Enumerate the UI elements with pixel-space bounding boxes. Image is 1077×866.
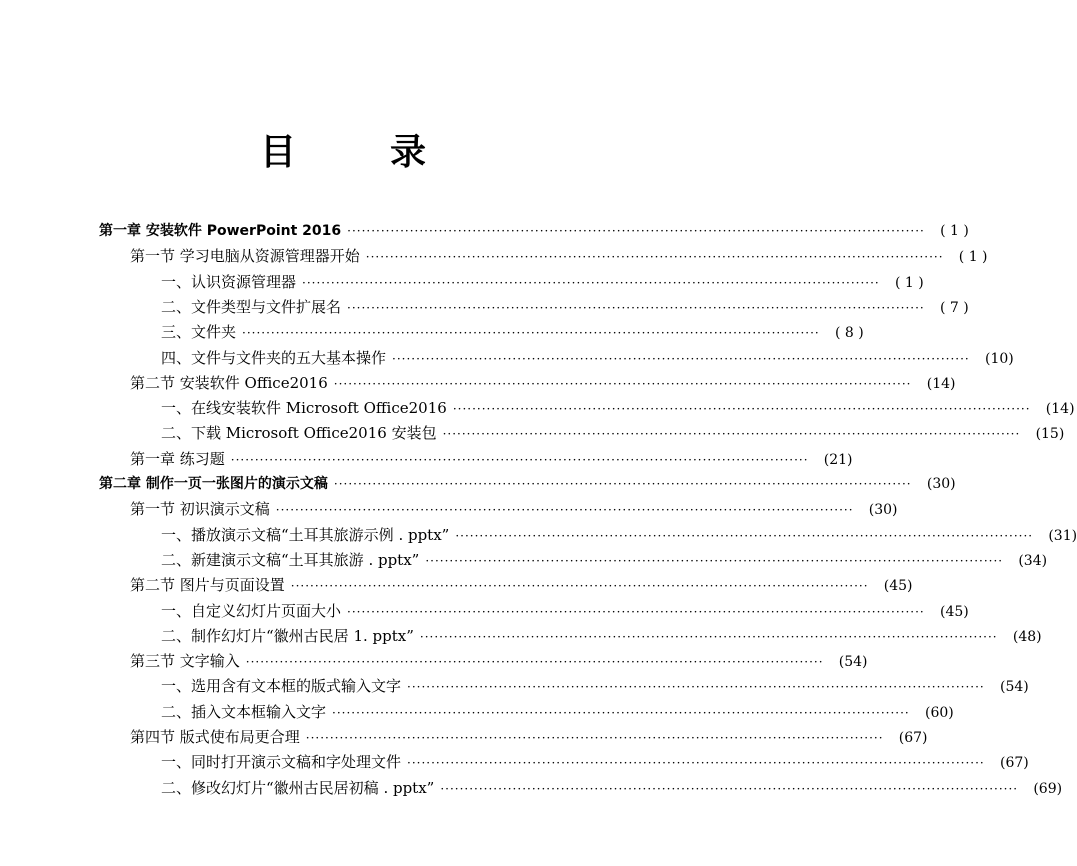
toc-entry-label: 一、播放演示文稿“土耳其旅游示例 . pptx” (161, 525, 450, 544)
toc-entry-label: 第四节 版式使布局更合理 (130, 728, 300, 746)
toc-entry (130, 649, 868, 674)
toc-entry (161, 776, 1063, 801)
toc-entry-page: ( 8 ) (835, 325, 864, 342)
toc-leader-dots: ························································································································ (407, 756, 985, 771)
page-title (0, 124, 690, 175)
toc-leader-dots: ························································································································ (333, 376, 912, 391)
toc-entry-page: (67) (898, 730, 928, 746)
toc-leader-dots: ························································································································ (290, 579, 869, 594)
toc-entry-label: 一、认识资源管理器 (161, 272, 297, 291)
toc-entry-label: 第一章 练习题 (130, 449, 225, 468)
toc-leader-dots: ························································································································ (347, 224, 925, 238)
toc-entry (130, 447, 853, 472)
toc-entry-page: (14) (1045, 401, 1075, 418)
toc-entry-page: (45) (940, 603, 969, 620)
toc-entry (161, 421, 1065, 446)
toc-entry (161, 523, 1077, 548)
toc-leader-dots: ························································································································ (365, 250, 944, 265)
toc-leader-dots: ························································································································ (305, 731, 884, 745)
toc-entry (99, 472, 956, 497)
toc-leader-dots: ························································································································ (333, 477, 912, 491)
toc-entry-page: ( 1 ) (940, 223, 969, 239)
toc-leader-dots: ························································································································ (442, 427, 1021, 442)
toc-leader-dots: ························································································································ (392, 351, 970, 366)
toc-leader-dots: ························································································································ (452, 402, 1031, 417)
toc-entry-label: 一、自定义幻灯片页面大小 (161, 601, 342, 620)
toc-leader-dots: ························································································································ (332, 705, 910, 720)
toc-leader-dots: ························································································································ (455, 528, 1034, 543)
toc-entry-page: ( 1 ) (958, 249, 988, 266)
toc-entry-label: 二、修改幻灯片“徽州古民居初稿 . pptx” (161, 778, 435, 797)
toc-entry-page: (30) (926, 476, 956, 492)
toc-entry-label: 二、下载 Microsoft Office2016 安装包 (161, 424, 437, 443)
toc-leader-dots: ························································································································ (440, 781, 1019, 796)
toc-leader-dots: ························································································································ (347, 300, 925, 315)
toc-leader-dots: ························································································································ (275, 503, 854, 518)
toc-entry-label: 二、插入文本框输入文字 (161, 702, 327, 721)
toc-entry (130, 497, 898, 522)
toc-entry-page: (45) (883, 578, 913, 595)
toc-entry (161, 346, 1014, 371)
toc-entry-label: 一、在线安装软件 Microsoft Office2016 (161, 399, 447, 418)
toc-entry (161, 396, 1075, 421)
toc-entry-page: (69) (1033, 780, 1063, 797)
toc-entry-label: 二、文件类型与文件扩展名 (161, 297, 342, 316)
toc-entry-label: 第二章 制作一页一张图片的演示文稿 (99, 476, 328, 492)
toc-leader-dots: ························································································································ (407, 680, 985, 695)
toc-entry (161, 700, 954, 725)
toc-entry-label: 第一节 学习电脑从资源管理器开始 (130, 247, 360, 266)
toc-entry-page: (34) (1018, 552, 1048, 569)
toc-entry-page: (54) (838, 654, 868, 671)
toc-entry (161, 270, 924, 295)
toc-entry-label: 三、文件夹 (161, 323, 237, 342)
toc-entry (130, 573, 913, 598)
toc-entry-page: (14) (926, 375, 956, 392)
toc-entry-page: (30) (868, 502, 898, 519)
toc-entry-label: 一、同时打开演示文稿和字处理文件 (161, 753, 402, 772)
toc-entry-page: (21) (823, 451, 853, 468)
toc-entry-page: (60) (925, 704, 954, 721)
toc-entry-label: 第一章 安装软件 PowerPoint 2016 (99, 223, 342, 239)
toc-entry (161, 548, 1048, 573)
title-char-2: 录 (390, 131, 431, 173)
toc-entry (130, 244, 988, 269)
toc-entry-label: 二、制作幻灯片“徽州古民居 1. pptx” (161, 626, 414, 645)
toc-entry-label: 第二节 图片与页面设置 (130, 576, 285, 595)
toc-entry-page: (54) (1000, 679, 1029, 696)
toc-entry-page: ( 1 ) (895, 274, 924, 291)
toc-entry-page: (31) (1048, 527, 1077, 544)
toc-entry-label: 第一节 初识演示文稿 (130, 500, 270, 519)
title-char-1: 目 (259, 131, 300, 173)
toc-entry (161, 624, 1042, 649)
toc-leader-dots: ························································································································ (419, 629, 998, 644)
toc-leader-dots: ························································································································ (425, 553, 1004, 568)
toc-leader-dots: ························································································································ (245, 655, 824, 670)
toc-entry-label: 一、选用含有文本框的版式输入文字 (161, 677, 402, 696)
toc-entry (161, 674, 1029, 699)
toc-leader-dots: ························································································································ (302, 275, 880, 290)
toc-entry-page: (15) (1035, 426, 1065, 443)
toc-entry (161, 320, 864, 345)
toc-entry-page: ( 7 ) (940, 299, 969, 316)
toc-entry (130, 725, 928, 750)
toc-entry-label: 二、新建演示文稿“土耳其旅游 . pptx” (161, 550, 420, 569)
toc-entry-label: 第二节 安装软件 Office2016 (130, 373, 328, 392)
toc-entry (99, 219, 969, 244)
toc-entry (130, 371, 956, 396)
toc-entry-label: 第三节 文字输入 (130, 652, 240, 671)
toc-entry (161, 599, 969, 624)
toc-entry-page: (48) (1012, 628, 1042, 645)
toc-entry (161, 295, 969, 320)
toc-entry (161, 750, 1029, 775)
toc-leader-dots: ························································································································ (242, 326, 820, 341)
toc-leader-dots: ························································································································ (347, 604, 925, 619)
toc-entry-label: 四、文件与文件夹的五大基本操作 (161, 348, 387, 367)
toc-entry-page: (10) (985, 350, 1014, 367)
toc-leader-dots: ························································································································ (230, 452, 809, 467)
toc-entry-page: (67) (1000, 755, 1029, 772)
